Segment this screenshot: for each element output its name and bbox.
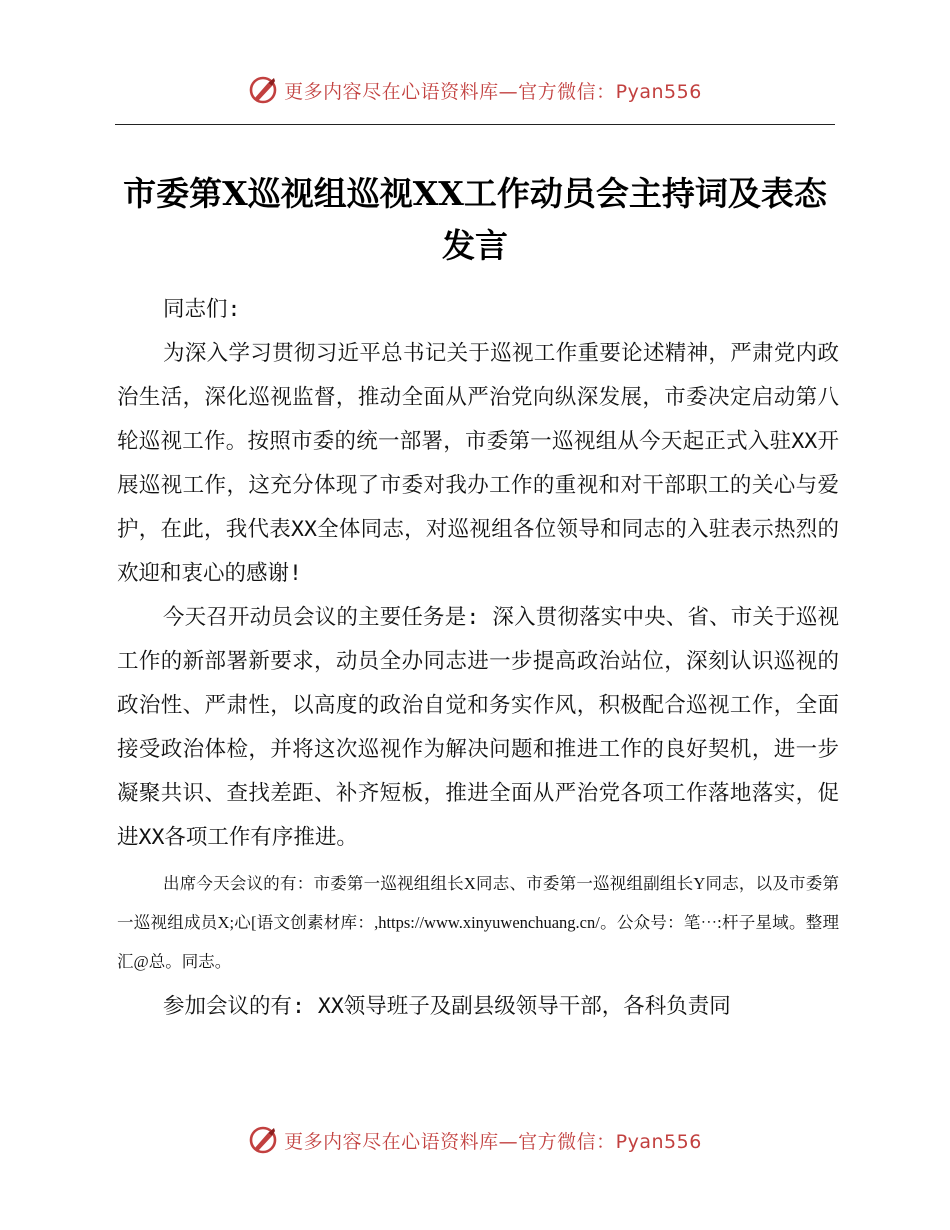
header-banner bbox=[0, 70, 950, 110]
paragraph-participants: 参加会议的有: XX领导班子及副县级领导干部，各科负责同 bbox=[163, 994, 731, 1019]
brush-logo-icon bbox=[248, 1125, 278, 1155]
footer-banner bbox=[0, 1120, 950, 1160]
header-banner-text: 更多内容尽在心语资料库—官方微信：Pyan556 bbox=[284, 80, 702, 103]
paragraph-intro: 为深入学习贯彻习近平总书记关于巡视工作重要论述精神，严肃党内政治生活，深化巡视监督，推动全面从严治党向纵深发展，市委决定启动第八轮巡视工作。按照市委的统一部署，市委第一巡视组从今天起正式入驻XX开展巡视工作，这充分体现了市委对我办工作的重视和对干部职工的关心与爱护，在此，我代表XX全体同志，对巡视组各位领导和同志的入驻表示热烈的欢迎和衷心的感谢! bbox=[117, 341, 839, 586]
footer-banner-text: 更多内容尽在心语资料库—官方微信：Pyan556 bbox=[284, 1130, 702, 1153]
salutation: 同志们: bbox=[163, 297, 241, 322]
header-divider bbox=[115, 124, 835, 125]
document-title: 市委第X巡视组巡视XX工作动员会主持词及表态发言 bbox=[123, 174, 827, 265]
paragraph-tasks: 今天召开动员会议的主要任务是: 深入贯彻落实中央、省、市关于巡视工作的新部署新要求，动员全办同志进一步提高政治站位，深刻认识巡视的政治性、严肃性，以高度的政治自觉和务实作风，积极配合巡视工作，全面接受政治体检，并将这次巡视作为解决问题和推进工作的良好契机，进一步凝聚共识、查找差距、补齐短板，推进全面从严治党各项工作落地落实，促进XX各项工作有序推进。 bbox=[117, 605, 839, 850]
paragraph-attendees: 出席今天会议的有：市委第一巡视组组长X同志、市委第一巡视组副组长Y同志，以及市委第一巡视组成员X;心[语文创素材库：,https://www.xinyuwenchuang.cn/。公众号：笔⋯:杆子星域。整理汇@总。同志。 bbox=[117, 874, 839, 971]
document-body bbox=[117, 288, 839, 1029]
brush-logo-icon bbox=[248, 75, 278, 105]
